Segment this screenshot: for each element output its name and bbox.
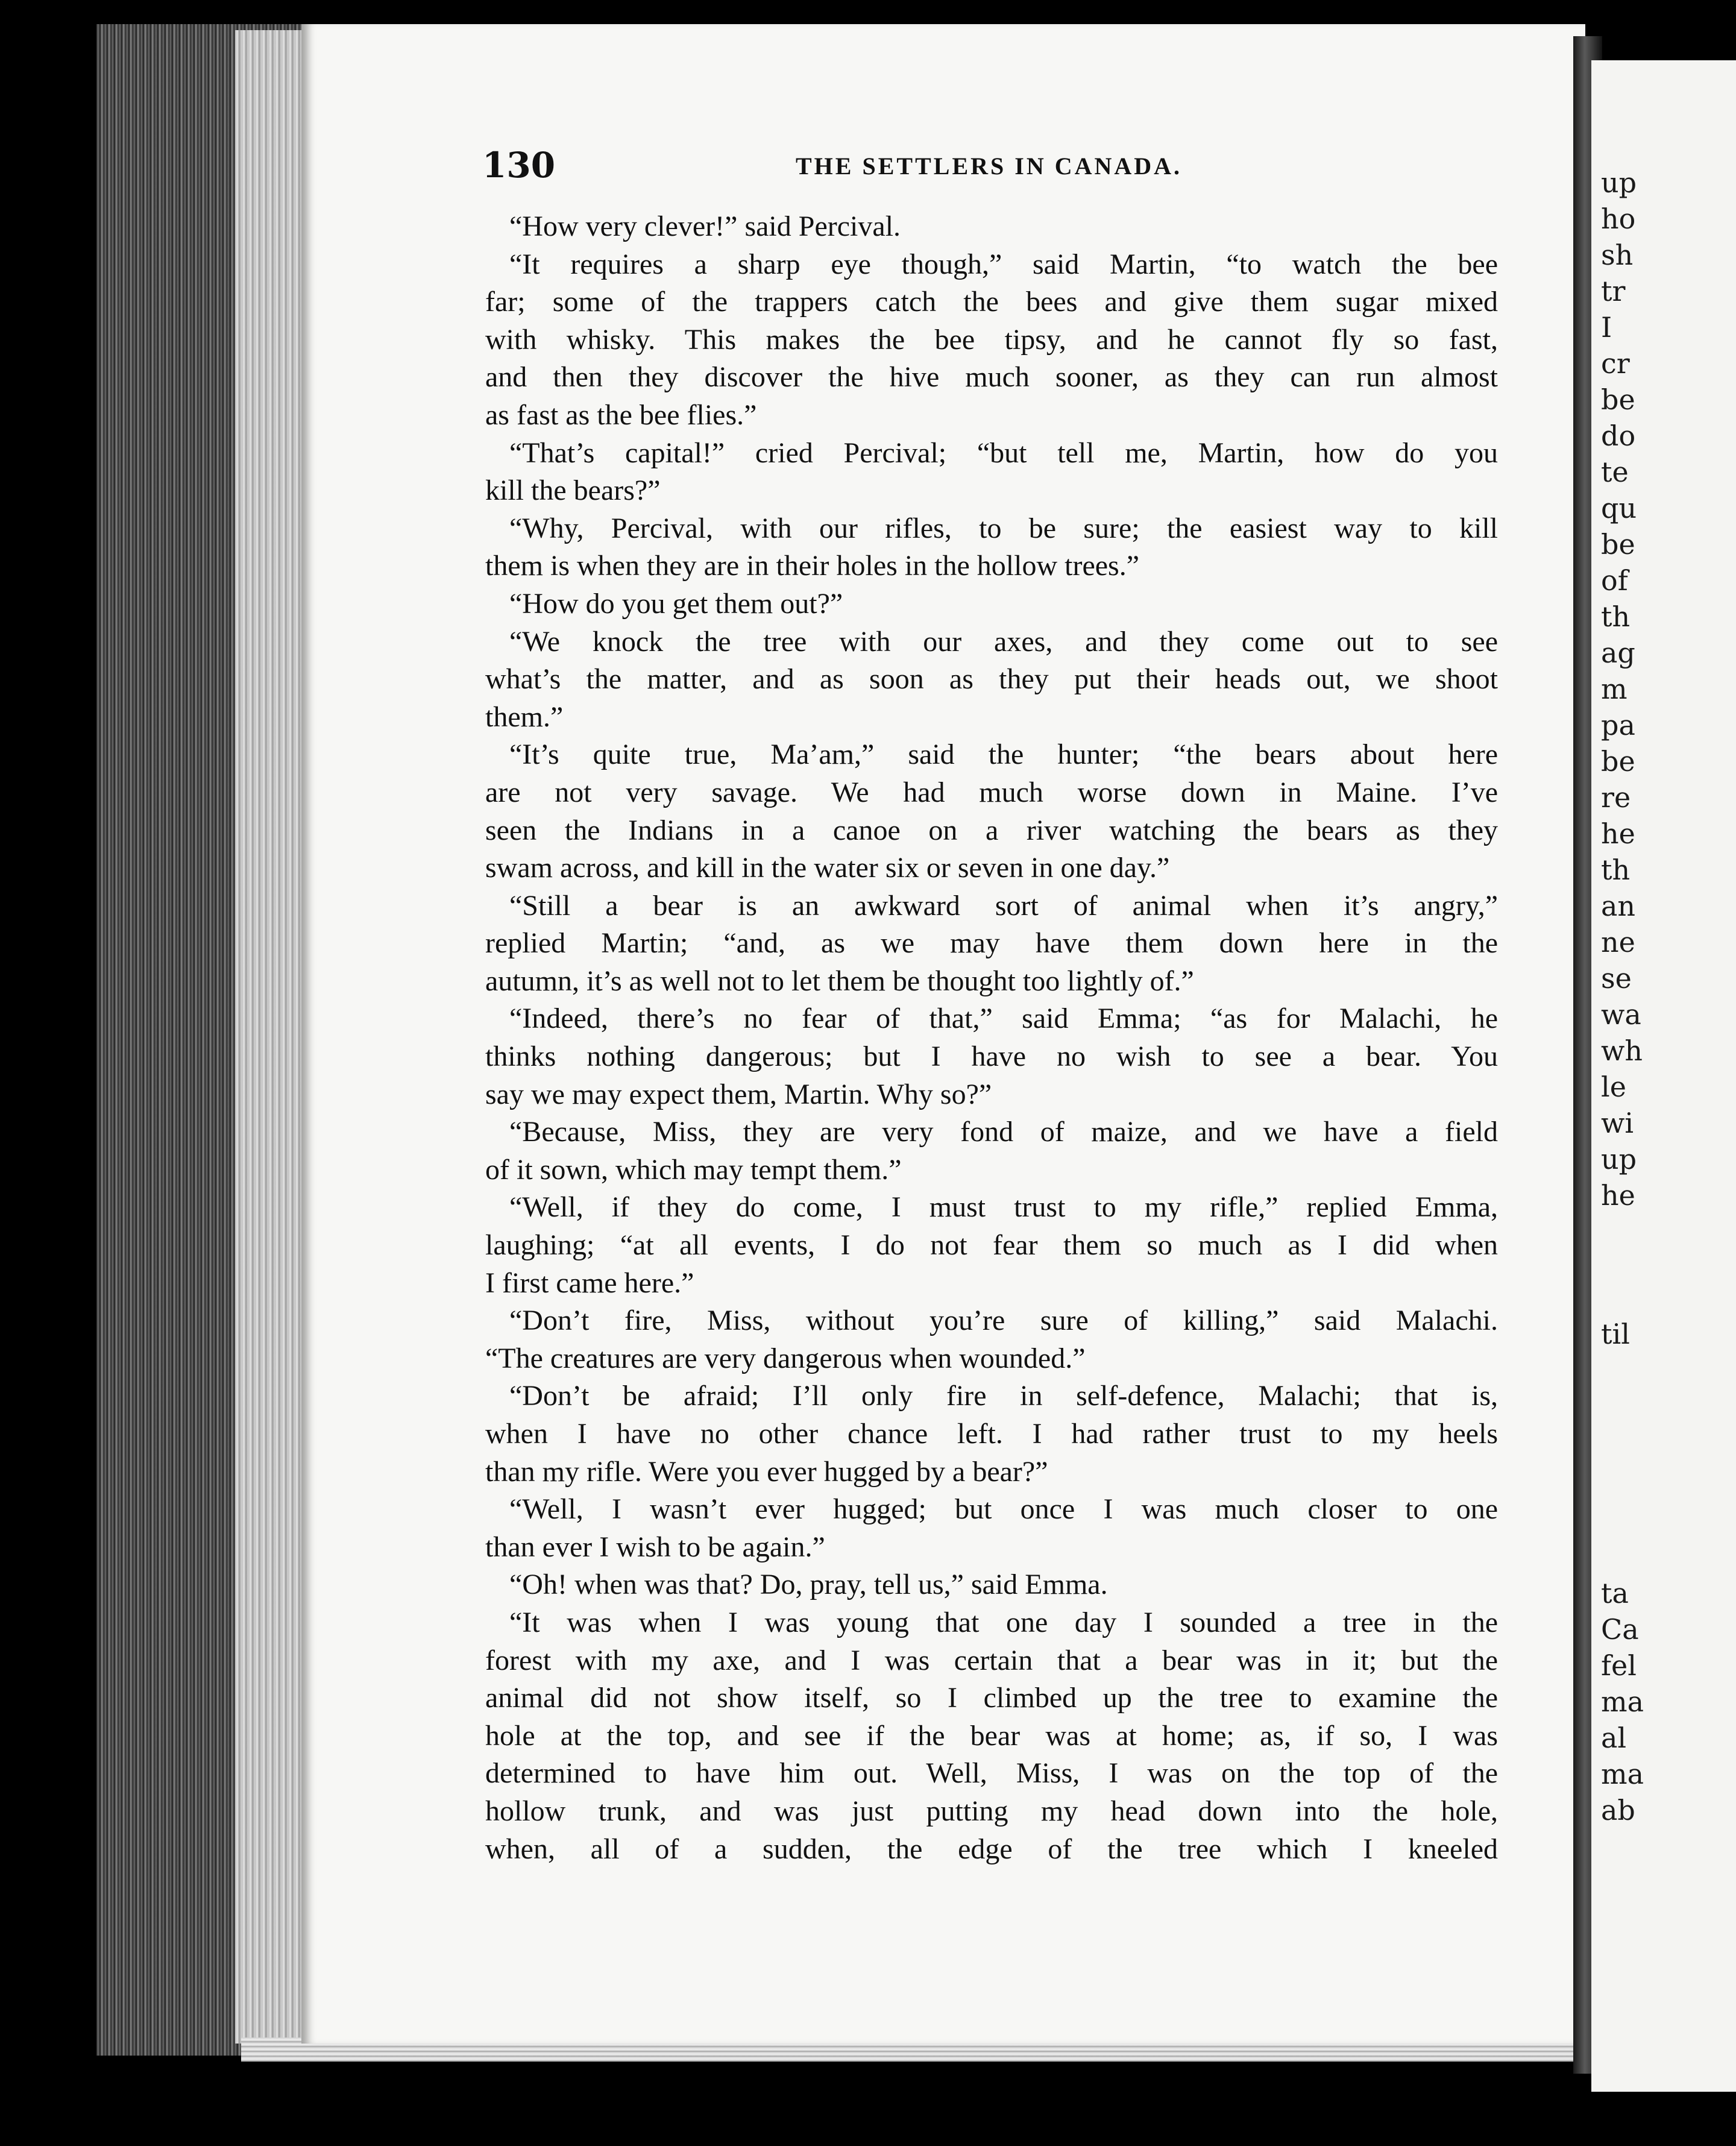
text-line: hole at the top, and see if the bear was at home; as, if so, I was xyxy=(485,1719,1498,1752)
text-line: forest with my axe, and I was certain that a bear was in it; but the xyxy=(485,1644,1498,1676)
text-line: hollow trunk, and was just putting my head down into the hole, xyxy=(485,1795,1498,1827)
facing-page xyxy=(1591,60,1736,2092)
facing-page-fragment: se xyxy=(1601,962,1632,995)
text-line: “It’s quite true, Ma’am,” said the hunter; “the bears about here xyxy=(509,738,1498,771)
text-line: what’s the matter, and as soon as they put their heads out, we shoot xyxy=(485,663,1498,696)
text-line: “We knock the tree with our axes, and they come out to see xyxy=(509,625,1498,658)
text-line: with whisky. This makes the bee tipsy, and he cannot fly so fast, xyxy=(485,323,1498,356)
facing-page-fragment: ta xyxy=(1601,1577,1629,1610)
text-line: autumn, it’s as well not to let them be thought too lightly of.” xyxy=(485,964,1194,997)
facing-page-fragment: til xyxy=(1601,1318,1630,1350)
facing-page-fragment: sh xyxy=(1601,239,1634,271)
text-line: laughing; “at all events, I do not fear them so much as I did when xyxy=(485,1229,1498,1262)
text-line: animal did not show itself, so I climbed up the tree to examine the xyxy=(485,1682,1498,1714)
facing-page-fragment: pa xyxy=(1601,709,1635,741)
text-line: “Don’t fire, Miss, without you’re sure of killing,” said Malachi. xyxy=(509,1304,1498,1337)
facing-page-fragment: be xyxy=(1601,528,1635,561)
text-line: thinks nothing dangerous; but I have no wish to see a bear. You xyxy=(485,1040,1498,1073)
facing-page-fragment: re xyxy=(1601,781,1631,814)
text-line: them is when they are in their holes in the hollow trees.” xyxy=(485,550,1140,582)
facing-page-fragment: ab xyxy=(1601,1794,1635,1827)
text-line: of it sown, which may tempt them.” xyxy=(485,1153,902,1186)
page-edges-light xyxy=(235,30,307,2044)
facing-page-fragment: I xyxy=(1601,311,1612,344)
text-line: them.” xyxy=(485,700,564,733)
text-line: as fast as the bee flies.” xyxy=(485,398,757,431)
text-line: when, all of a sudden, the edge of the tree which I kneeled xyxy=(485,1833,1498,1865)
page-number: 130 xyxy=(482,145,556,186)
facing-page-fragment: he xyxy=(1601,1179,1635,1212)
text-line: kill the bears?” xyxy=(485,474,661,507)
facing-page-fragment: wh xyxy=(1601,1034,1643,1067)
facing-page-fragment: ho xyxy=(1601,203,1636,235)
text-line: “How do you get them out?” xyxy=(509,587,843,620)
text-line: “How very clever!” said Percival. xyxy=(509,210,901,242)
facing-page-fragment: th xyxy=(1601,854,1631,886)
text-line: “Because, Miss, they are very fond of maize, and we have a field xyxy=(509,1116,1498,1148)
facing-page-fragment: fel xyxy=(1601,1649,1637,1682)
facing-page-fragment: ne xyxy=(1601,926,1635,958)
facing-page-fragment: do xyxy=(1601,420,1636,452)
facing-page-fragment: wi xyxy=(1601,1107,1634,1139)
facing-page-fragment: cr xyxy=(1601,347,1630,380)
text-line: “Indeed, there’s no fear of that,” said Emma; “as for Malachi, he xyxy=(509,1002,1498,1035)
text-line: “Don’t be afraid; I’ll only fire in self-defence, Malachi; that is, xyxy=(509,1380,1498,1412)
text-line: than ever I wish to be again.” xyxy=(485,1531,825,1563)
running-title: THE SETTLERS IN CANADA. xyxy=(796,153,1183,180)
text-line: determined to have him out. Well, Miss, I was on the top of the xyxy=(485,1757,1498,1790)
facing-page-fragment: th xyxy=(1601,600,1631,633)
facing-page-fragment: ma xyxy=(1601,1758,1644,1790)
text-line: I first came here.” xyxy=(485,1267,694,1299)
facing-page-fragment: he xyxy=(1601,817,1635,850)
facing-page-fragment: qu xyxy=(1601,492,1637,524)
text-line: “Well, I wasn’t ever hugged; but once I was much closer to one xyxy=(509,1493,1498,1526)
facing-page-fragment: ma xyxy=(1601,1685,1644,1718)
facing-page-fragment: ag xyxy=(1601,637,1635,669)
text-line: “Oh! when was that? Do, pray, tell us,” said Emma. xyxy=(509,1569,1108,1601)
text-line: say we may expect them, Martin. Why so?” xyxy=(485,1078,992,1110)
text-line: “That’s capital!” cried Percival; “but tell me, Martin, how do you xyxy=(509,436,1498,469)
facing-page-fragment: wa xyxy=(1601,998,1641,1031)
body-text xyxy=(485,208,1498,1868)
text-line: “It was when I was young that one day I sounded a tree in the xyxy=(509,1606,1498,1638)
facing-page-fragment: up xyxy=(1601,166,1637,199)
text-line: “Well, if they do come, I must trust to my rifle,” replied Emma, xyxy=(509,1191,1498,1224)
text-line: far; some of the trappers catch the bees and give them sugar mixed xyxy=(485,286,1498,318)
text-line: swam across, and kill in the water six or seven in one day.” xyxy=(485,852,1170,884)
text-line: “The creatures are very dangerous when wounded.” xyxy=(485,1342,1086,1374)
text-line: “Still a bear is an awkward sort of animal when it’s angry,” xyxy=(509,889,1498,922)
facing-page-fragment: be xyxy=(1601,745,1635,778)
facing-page-fragment: an xyxy=(1601,890,1636,922)
facing-page-fragment: up xyxy=(1601,1143,1637,1175)
facing-page-fragment: le xyxy=(1601,1071,1626,1103)
facing-page-fragment: te xyxy=(1601,456,1629,488)
text-line: and then they discover the hive much sooner, as they can run almost xyxy=(485,361,1498,394)
text-line: “Why, Percival, with our rifles, to be sure; the easiest way to kill xyxy=(509,512,1498,544)
text-line: than my rifle. Were you ever hugged by a bear?” xyxy=(485,1455,1048,1488)
facing-page-fragment: m xyxy=(1601,673,1628,705)
text-line: “It requires a sharp eye though,” said Martin, “to watch the bee xyxy=(509,248,1498,280)
running-head xyxy=(482,145,1495,193)
facing-page-fragment: of xyxy=(1601,564,1628,597)
facing-page-fragment: tr xyxy=(1601,275,1626,307)
facing-page-fragment: al xyxy=(1601,1722,1627,1754)
text-line: seen the Indians in a canoe on a river watching the bears as they xyxy=(485,814,1498,846)
text-line: when I have no other chance left. I had rather trust to my heels xyxy=(485,1418,1498,1450)
text-line: are not very savage. We had much worse down in Maine. I’ve xyxy=(485,776,1498,808)
text-line: replied Martin; “and, as we may have them down here in the xyxy=(485,927,1498,960)
facing-page-fragment: be xyxy=(1601,383,1635,416)
facing-page-fragment: Ca xyxy=(1601,1613,1639,1646)
